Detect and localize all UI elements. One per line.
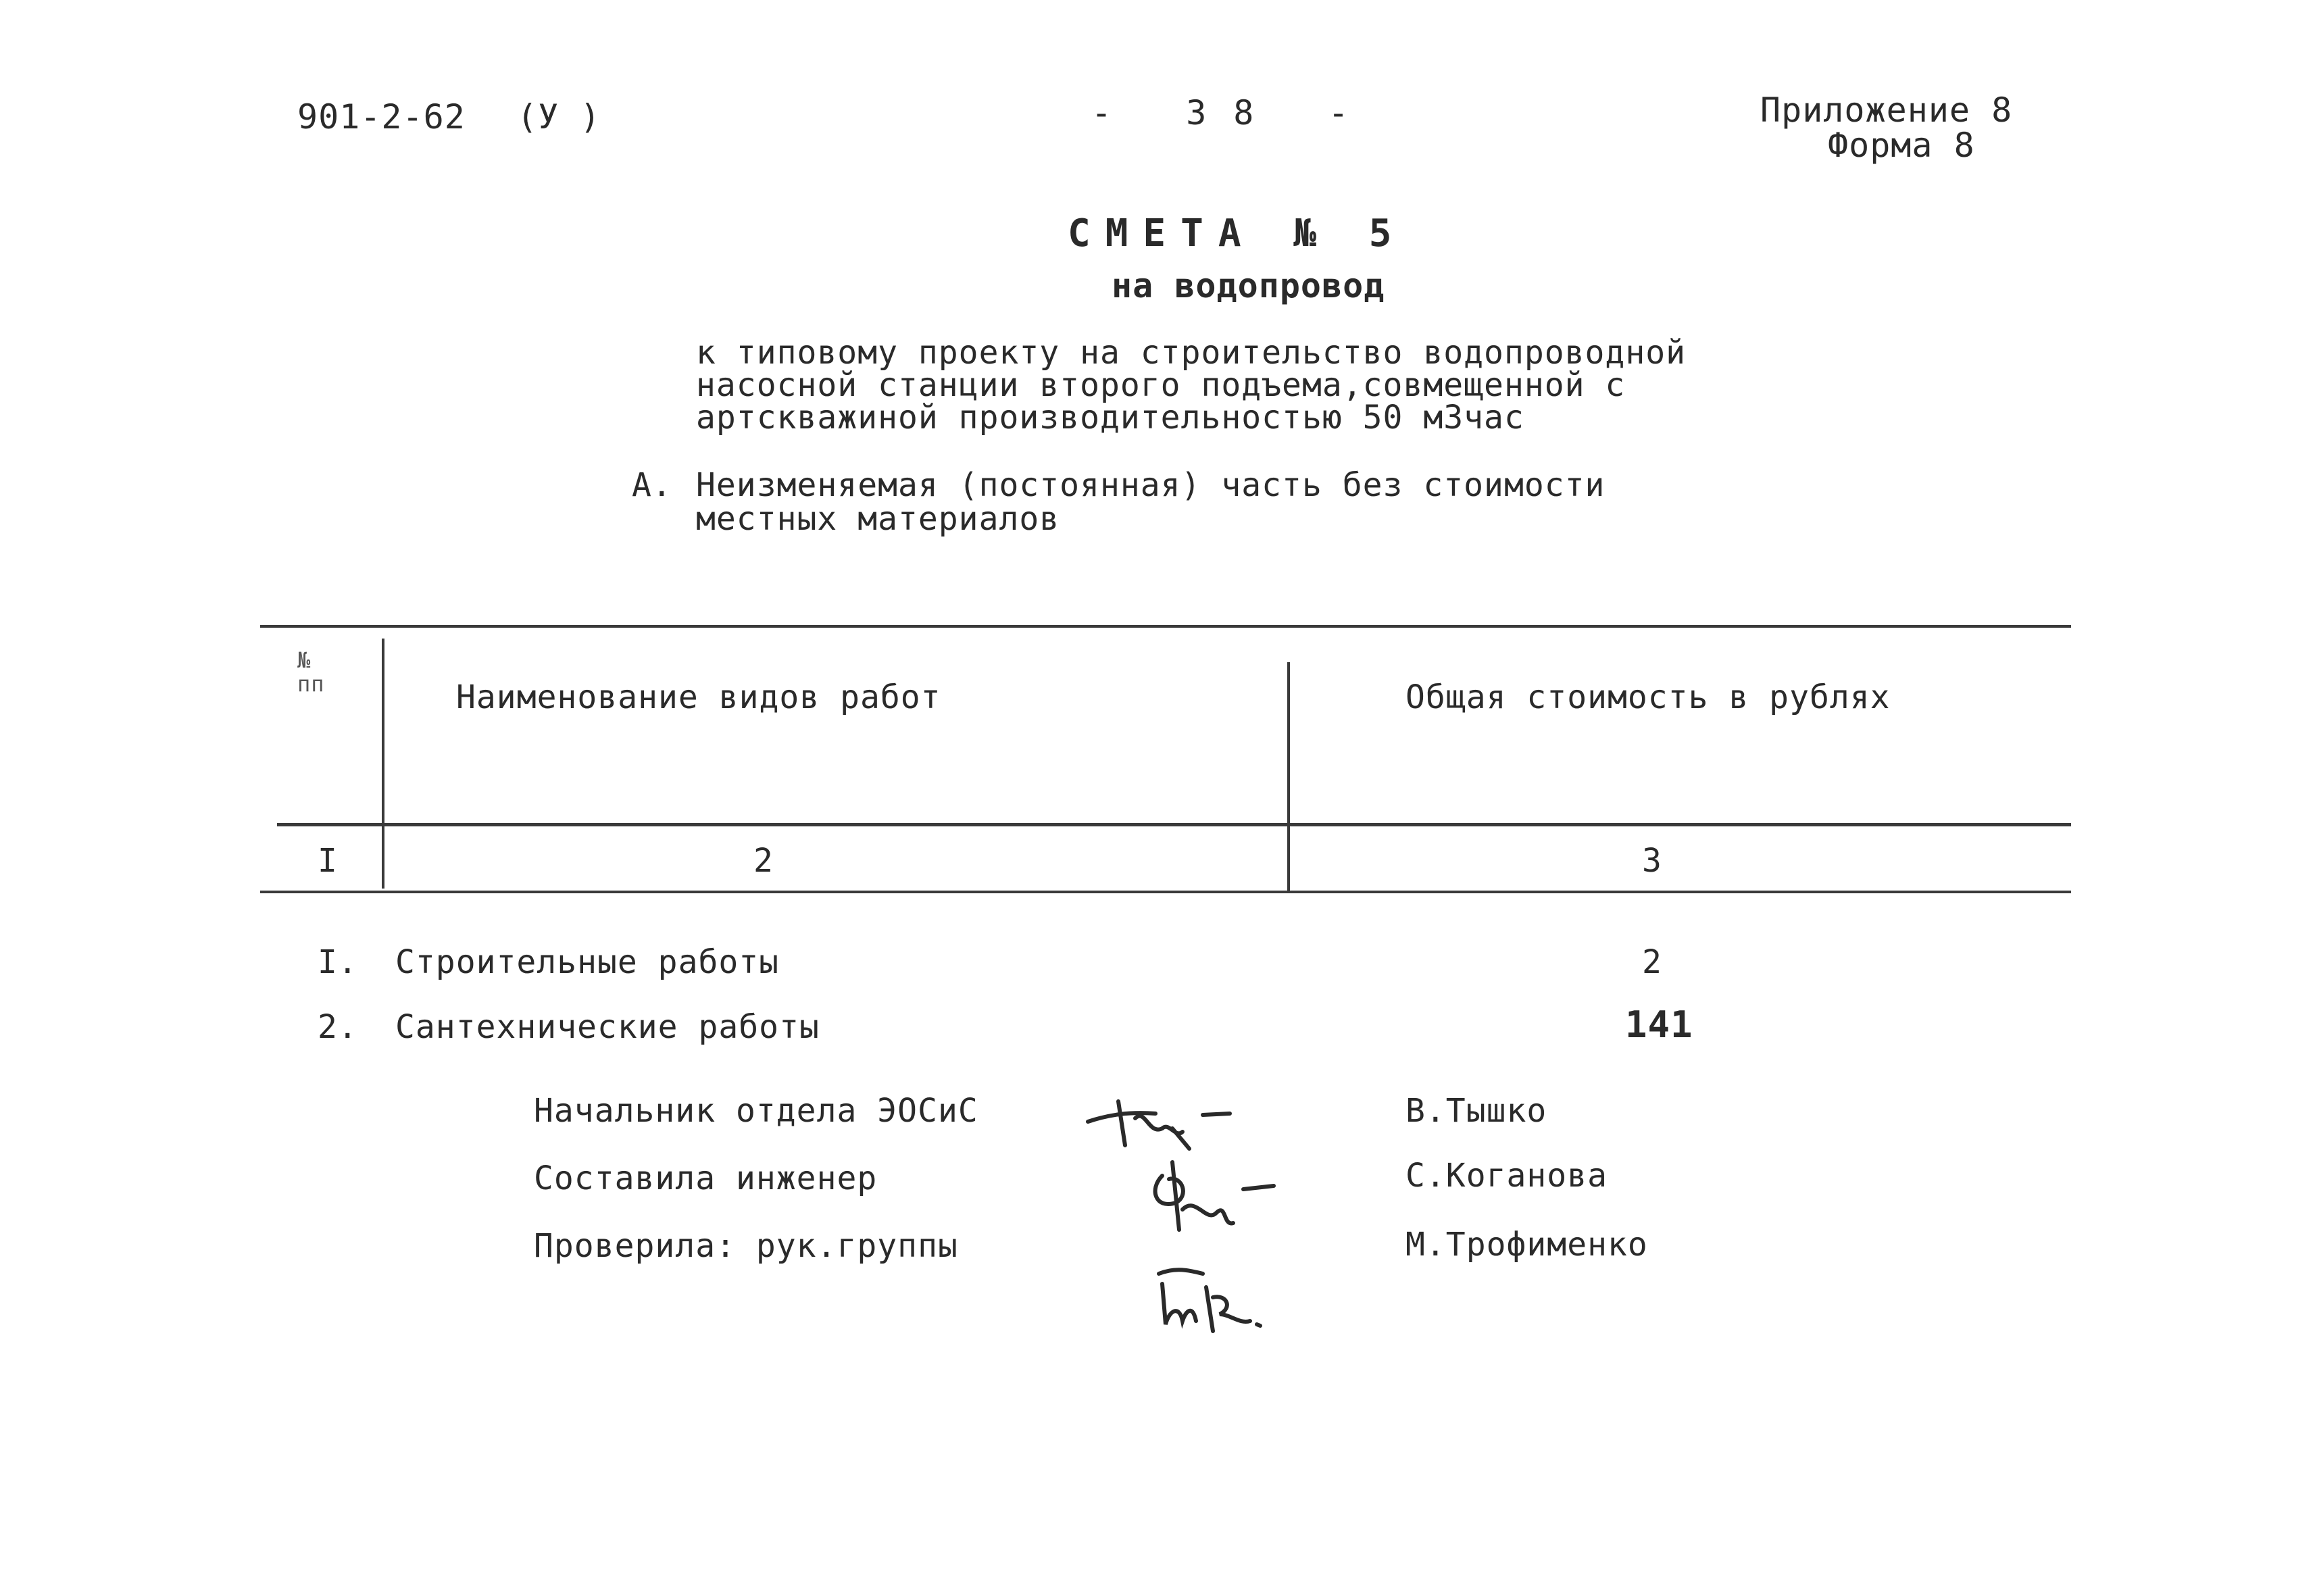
table-col-divider-1 <box>382 639 384 889</box>
col-header-number: № пп <box>297 647 325 697</box>
table-col-divider-2 <box>1287 662 1290 892</box>
row-number: 2. <box>318 1008 358 1046</box>
description-line-3: артскважиной производительностью 50 м3час <box>696 399 1524 437</box>
signatory-role: Проверила: рук.группы <box>534 1227 958 1265</box>
section-line-1: Неизменяемая (постоянная) часть без стоимости <box>696 466 1605 504</box>
table-header-divider <box>277 823 2071 826</box>
row-number: I. <box>318 943 358 981</box>
signature-drawing-3 <box>1149 1257 1270 1338</box>
description-line-2: насосной станции второго подъема,совмещенной с <box>696 366 1626 404</box>
row-cost: 141 <box>1625 1003 1693 1046</box>
signatory-name: В.Тышко <box>1405 1092 1547 1130</box>
table-bottom-border <box>260 891 2071 893</box>
document-code: 901-2-62 <box>297 97 466 136</box>
estimate-title: СМЕТА № 5 <box>1068 211 1407 255</box>
row-work-name: Сантехнические работы <box>395 1008 820 1046</box>
section-line-2: местных материалов <box>696 500 1060 538</box>
form-label: Форма 8 <box>1828 126 1975 165</box>
document-variant: (У ) <box>517 97 601 136</box>
signatory-name: М.Трофименко <box>1405 1226 1648 1264</box>
row-work-name: Строительные работы <box>395 943 780 981</box>
row-cost: 2 <box>1642 943 1662 981</box>
page-number: - 38 - <box>1091 93 1376 132</box>
description-line-1: к типовому проекту на строительство водопроводной <box>696 334 1687 372</box>
signatory-name: С.Коганова <box>1405 1157 1608 1195</box>
col-number-2: 2 <box>753 842 774 880</box>
signatory-role: Начальник отдела ЭОСиС <box>534 1092 978 1130</box>
section-marker: А. <box>632 466 672 504</box>
appendix-label: Приложение 8 <box>1760 91 2013 130</box>
signature-drawing-1 <box>1081 1081 1243 1155</box>
col-header-work-type: Наименование видов работ <box>456 678 941 716</box>
signature-drawing-2 <box>1142 1149 1291 1243</box>
col-number-1: I <box>318 842 338 880</box>
table-top-border <box>260 625 2071 628</box>
estimate-subtitle: на водопровод <box>1112 266 1385 305</box>
col-number-3: 3 <box>1642 842 1662 880</box>
col-header-total-cost: Общая стоимость в рублях <box>1405 678 1891 716</box>
signatory-role: Составила инженер <box>534 1159 878 1197</box>
